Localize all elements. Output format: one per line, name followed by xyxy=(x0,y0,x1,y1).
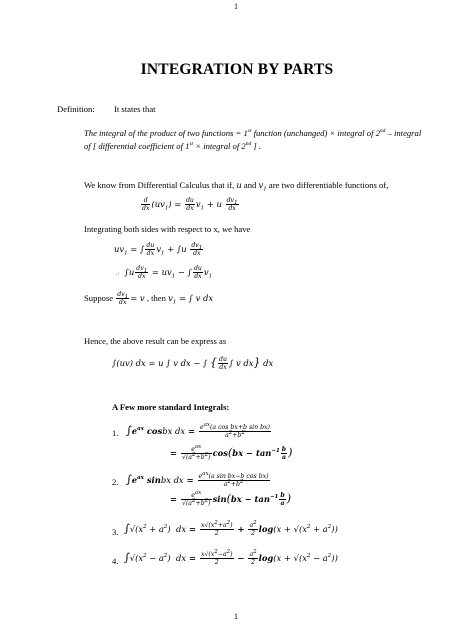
derivation-intro: We know from Differential Calculus that if, u and $v_1$ are two differentiable functions of, xyxy=(84,180,389,193)
definition-line-2: of [ differential coefficient of 1st × integral of 2nd ] . xyxy=(84,141,261,151)
hence-text: Hence, the above result can be express as xyxy=(84,336,227,346)
page-number-top: 1 xyxy=(234,2,238,11)
integration-by-parts-formula: ∫(uv) dx = u ∫ v dx − ∫ { $\frac{du}{dx}$ ∫ v dx} dx xyxy=(112,356,274,371)
integral-lhs: $\int e^{ax}$ cosbx dx = $\frac{e^{ax}(a \cos bx+b \sin bx)}{a^2+b^2}$ xyxy=(126,421,270,439)
suppose-line: Suppose $\frac{dv_1}{dx}$ = v , then $v_1$ = ∫ v dx xyxy=(84,291,214,306)
equation-integrated: $uv_1$ = ∫ $\frac{du}{dx}$ $v_1 + \int u$ $\frac{dv_1}{dx}$ xyxy=(114,242,203,257)
integral-lhs: $\int√(x^2 - a^2)$ dx = $\frac{x√(x^2-a^2)}{2}$ − $\frac{a^2}{2}$ $\log(x + √(x^2 - a^2))$ xyxy=(124,548,338,566)
page-title: INTEGRATION BY PARTS xyxy=(140,61,334,78)
equation-rearranged: ∴ ∫u $\frac{dv_1}{dx}$ = $uv_1$ − ∫ $\frac{du}{dx}$ $v_1$ xyxy=(116,265,213,280)
integral-lhs: $\int√(x^2 + a^2)$ dx = $\frac{x√(x^2+a^2)}{2}$ + $\frac{a^2}{2}$ $\log(x + √(x^2 + a^2))$ xyxy=(124,519,338,537)
integral-number: 1. xyxy=(112,428,119,438)
integral-rhs: = $\frac{e^{ax}}{√(a^2+b^2)}$ $\sin(bx - \tan^{-1}$ $\frac{b}{a}$ ) xyxy=(170,489,292,507)
definition-label: Definition: xyxy=(57,104,95,114)
standard-integrals-heading: A Few more standard Integrals: xyxy=(112,402,230,412)
integral-number: 3. xyxy=(112,527,119,537)
definition-line-1: The integral of the product of two functions = 1st function (unchanged) × integral of 2nd – integral xyxy=(84,128,422,138)
integral-lhs: $\int e^{ax}$ sinbx dx = $\frac{e^{ax}(a \sin bx-b \cos bx)}{a^2+b^2}$ xyxy=(126,470,269,488)
equation-product-rule: $\frac{d}{dx}$ $(uv_1)$ = $\frac{du}{dx}$ $v_1 + u$ $\frac{dv_1}{dx}$ xyxy=(142,197,238,212)
integral-rhs: = $\frac{e^{ax}}{√(a^2+b^2)}$ $\cos(bx - \tan^{-1}$ $\frac{b}{a}$ ) xyxy=(170,443,293,461)
definition-intro: It states that xyxy=(114,104,156,114)
integral-number: 4. xyxy=(112,556,119,566)
integrating-text: Integrating both sides with respect to x, we have xyxy=(84,224,251,234)
integral-number: 2. xyxy=(112,477,119,487)
page-number-bottom: 1 xyxy=(234,612,238,621)
